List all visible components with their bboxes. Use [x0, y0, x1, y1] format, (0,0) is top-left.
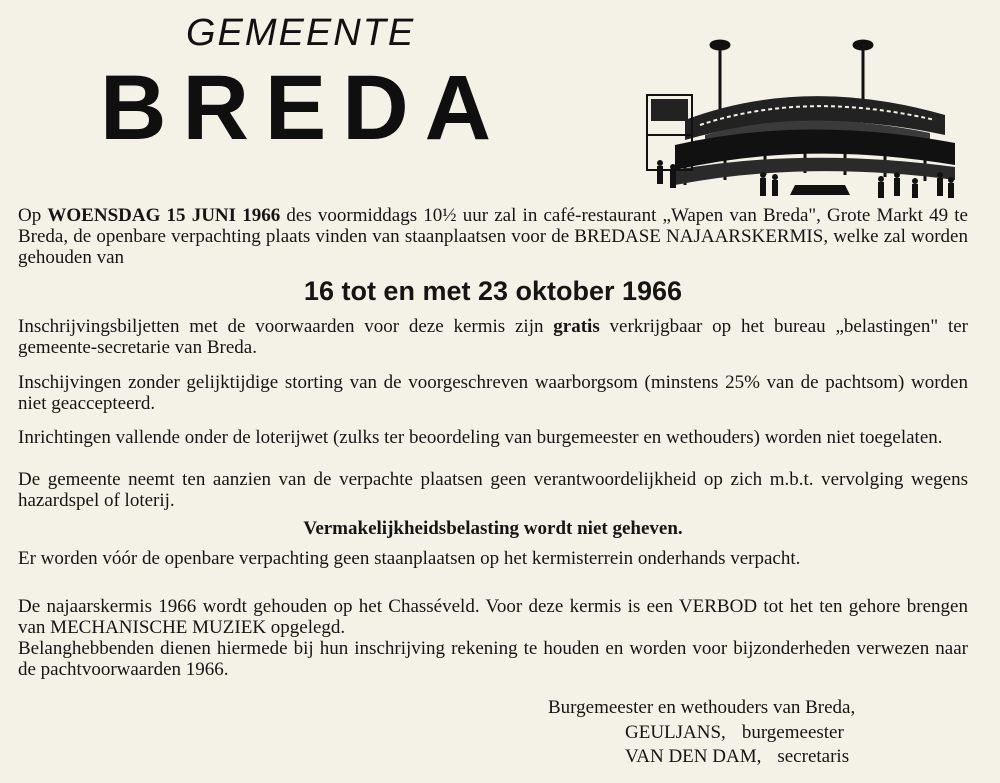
mayor-name: GEULJANS, — [625, 722, 726, 743]
paragraph-auction-announcement: Op WOENSDAG 15 JUNI 1966 des voormiddags 10½ uur zal in café-restaurant „Wapen van Breda", Grote Markt 49 te Breda, de openbare verpachting plaats vinden van staanplaatsen voor de BREDASE NAJAARSKERMIS, welke zal worden gehouden van — [18, 205, 968, 268]
signature-heading: Burgemeester en wethouders van Breda, — [548, 697, 856, 718]
paragraph-registration-forms: Inschrijvingsbiljetten met de voorwaarden voor deze kermis zijn gratis verkrijgbaar op het bureau „belastingen" ter gemeente-secretarie van Breda. — [18, 316, 968, 358]
tax-notice: Vermakelijkheidsbelasting wordt niet geheven. — [303, 518, 683, 539]
paragraph-music-ban: De najaarskermis 1966 wordt gehouden op het Chasséveld. Voor deze kermis is een VERBOD tot het ten gehore brengen van MECHANISCHE MUZIEK opgelegd. — [18, 596, 968, 638]
city-title: BREDA — [100, 57, 508, 159]
mayor-role: burgemeester — [741, 722, 844, 743]
paragraph-private-lease: Er worden vóór de openbare verpachting geen staanplaatsen op het kermisterrein onderhands verpacht. — [18, 548, 801, 569]
secretary-role: secretaris — [777, 746, 850, 767]
fairground-carousel-illustration — [645, 35, 965, 200]
municipality-label: GEMEENTE — [186, 12, 416, 54]
paragraph-lottery-law: Inrichtingen vallende onder de loterijwet (zulks ter beoordeling van burgemeester en wethouders) worden niet toegelaten. — [18, 427, 943, 448]
signature-secretary — [625, 746, 849, 768]
signature-mayor — [625, 722, 844, 744]
paragraph-deposit: Inschijvingen zonder gelijktijdige storting van de voorgeschreven waarborgsom (minstens 25% van de pachtsom) worden niet geaccepteerd. — [18, 372, 968, 414]
paragraph-liability: De gemeente neemt ten aanzien van de verpachte plaatsen geen verantwoordelijkheid op zich m.b.t. vervolging wegens hazardspel of loterij. — [18, 469, 968, 511]
fair-dates: 16 tot en met 23 oktober 1966 — [303, 276, 683, 306]
secretary-name: VAN DEN DAM, — [625, 746, 762, 767]
paragraph-conditions: Belanghebbenden dienen hiermede bij hun inschrijving rekening te houden en worden voor bijzonderheden verwezen naar de pachtvoorwaarden 1966. — [18, 638, 968, 680]
